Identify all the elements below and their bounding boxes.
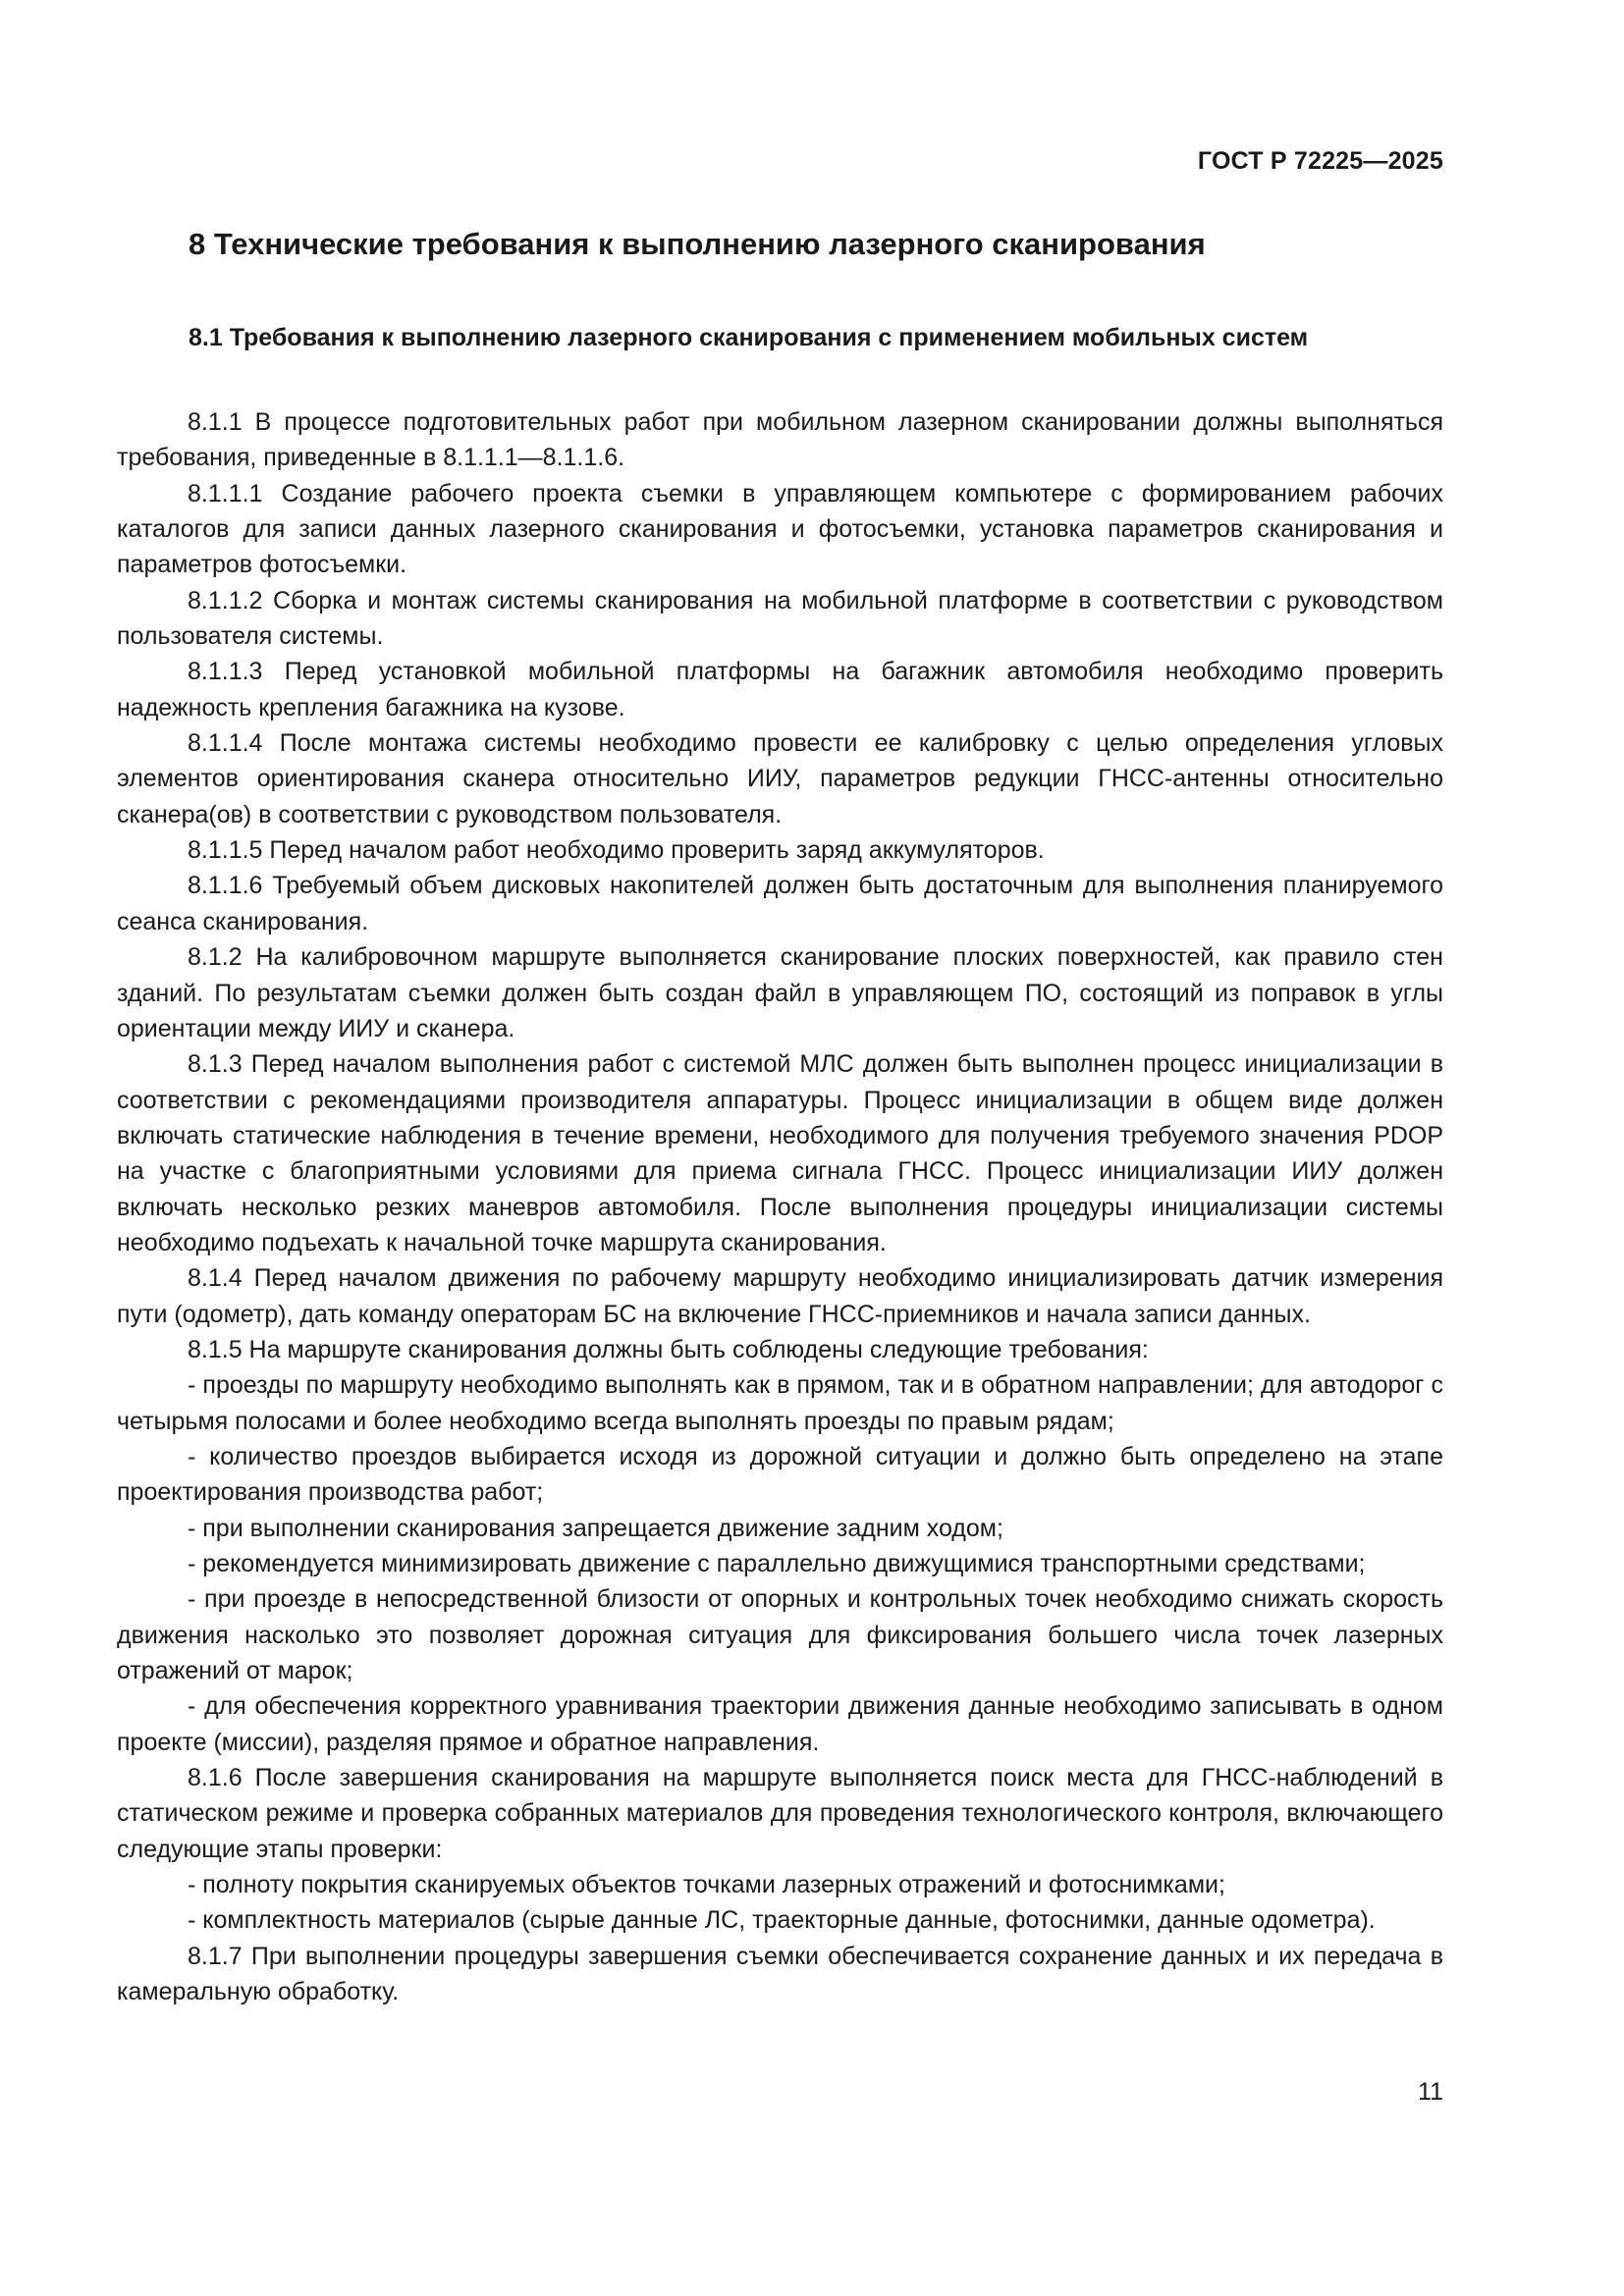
list-item: - количество проездов выбирается исходя из дорожной ситуации и должно быть определено на этапе проектирования производства работ; (117, 1442, 1443, 1507)
document-body (117, 404, 1443, 2009)
list-item: - полноту покрытия сканируемых объектов точками лазерных отражений и фотоснимками; (188, 1871, 1225, 1899)
paragraph-8-1-6: 8.1.6 После завершения сканирования на маршруте выполняется поиск места для ГНСС-наблюдений в статическом режиме и проверка собранных материалов для проведения технологического контроля, включающего следующие этапы проверки: (117, 1764, 1443, 1863)
paragraph-8-1-1-1: 8.1.1.1 Создание рабочего проекта съемки в управляющем компьютере с формированием рабочих каталогов для записи данных лазерного сканирования и фотосъемки, установка параметров сканирования и параметров фотосъемки. (117, 479, 1443, 579)
paragraph-8-1-1-2: 8.1.1.2 Сборка и монтаж системы сканирования на мобильной платформе в соответствии с руководством пользователя системы. (117, 586, 1443, 651)
list-item: - для обеспечения корректного уравнивания траектории движения данные необходимо записывать в одном проекте (миссии), разделяя прямое и обратное направления. (117, 1692, 1443, 1756)
paragraph-8-1-1: 8.1.1 В процессе подготовительных работ при мобильном лазерном сканировании должны выполняться требования, приведенные в 8.1.1.1—8.1.1.6. (117, 408, 1443, 472)
paragraph-8-1-1-3: 8.1.1.3 Перед установкой мобильной платформы на багажник автомобиля необходимо проверить надежность крепления багажника на кузове. (117, 658, 1443, 721)
subsection-title: 8.1 Требования к выполнению лазерного сканирования с применением мобильных систем (189, 324, 1309, 351)
page-number: 11 (1418, 2078, 1443, 2106)
list-item: - комплектность материалов (сырые данные ЛС, траекторные данные, фотоснимки, данные одометра). (188, 1906, 1376, 1935)
list-item: - рекомендуется минимизировать движение с параллельно движущимися транспортными средствами; (188, 1550, 1366, 1577)
paragraph-8-1-2: 8.1.2 На калибровочном маршруте выполняется сканирование плоских поверхностей, как правило стен зданий. По результатам съемки должен быть создан файл в управляющем ПО, состоящий из поправок в углы ориентации между ИИУ и сканера. (117, 943, 1443, 1042)
list-item: - проезды по маршруту необходимо выполнять как в прямом, так и в обратном направлении; для автодорог с четырьмя полосами и более необходимо всегда выполнять проезды по правым рядам; (117, 1371, 1443, 1435)
list-item: - при выполнении сканирования запрещается движение задним ходом; (188, 1514, 1003, 1542)
section-title: 8 Технические требования к выполнению лазерного сканирования (189, 227, 1206, 261)
paragraph-8-1-3: 8.1.3 Перед началом выполнения работ с системой МЛС должен быть выполнен процесс инициализации в соответствии с рекомендациями производителя аппаратуры. Процесс инициализации в общем виде должен включать статические наблюдения в течение времени, необходимого для получения требуемого значения PDOP на участке с благоприятными условиями для приема сигнала ГНСС. Процесс инициализации ИИУ должен включать несколько резких маневров автомобиля. После выполнения процедуры инициализации системы необходимо подъехать к начальной точке маршрута сканирования. (117, 1050, 1443, 1256)
standard-code-header: ГОСТ Р 72225—2025 (1197, 147, 1443, 175)
paragraph-8-1-4: 8.1.4 Перед началом движения по рабочему маршруту необходимо инициализировать датчик измерения пути (одометр), дать команду операторам БС на включение ГНСС-приемников и начала записи данных. (117, 1264, 1443, 1328)
list-item: - при проезде в непосредственной близости от опорных и контрольных точек необходимо снижать скорость движения насколько это позволяет дорожная ситуация для фиксирования большего числа точек лазерных отражений от марок; (117, 1585, 1443, 1685)
paragraph-8-1-1-5: 8.1.1.5 Перед началом работ необходимо проверить заряд аккумуляторов. (188, 836, 1045, 865)
paragraph-8-1-1-4: 8.1.1.4 После монтажа системы необходимо провести ее калибровку с целью определения угловых элементов ориентирования сканера относительно ИИУ, параметров редукции ГНСС-антенны относительно сканера(ов) в соответствии с руководством пользователя. (117, 729, 1443, 828)
paragraph-8-1-1-6: 8.1.1.6 Требуемый объем дисковых накопителей должен быть достаточным для выполнения планируемого сеанса сканирования. (117, 872, 1443, 935)
paragraph-8-1-7: 8.1.7 При выполнении процедуры завершения съемки обеспечивается сохранение данных и их передача в камеральную обработку. (117, 1942, 1443, 2006)
paragraph-8-1-5: 8.1.5 На маршруте сканирования должны быть соблюдены следующие требования: (188, 1335, 1149, 1363)
